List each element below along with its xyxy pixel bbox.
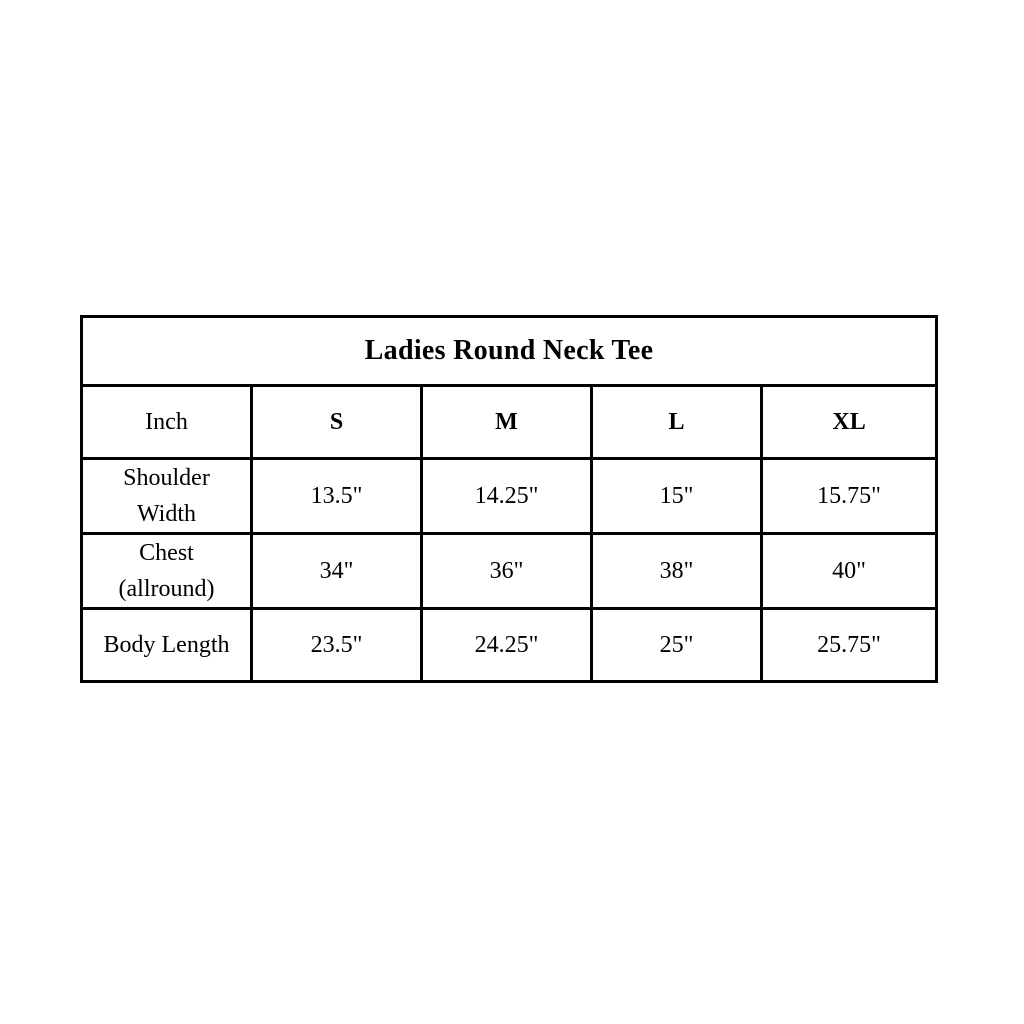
row-label-text: Chest (allround) [118,540,215,602]
row-label-text: Shoulder Width [123,465,210,527]
table-row-shoulder-width [82,459,937,534]
row-label [82,459,252,534]
table-cell: 24.25" [422,609,592,682]
table-cell: 13.5" [252,459,422,534]
table-cell: 34" [252,534,422,609]
row-label [82,534,252,609]
size-header-s: S [252,386,422,459]
table-cell: 15.75" [762,459,937,534]
size-header-l: L [592,386,762,459]
table-title: Ladies Round Neck Tee [82,317,937,386]
table-row-chest [82,534,937,609]
header-row [82,386,937,459]
table-row-body-length [82,609,937,682]
row-label-text: Body Length [103,632,230,658]
table-cell: 40" [762,534,937,609]
table-cell: 38" [592,534,762,609]
title-row [82,317,937,386]
unit-label: Inch [82,386,252,459]
row-label [82,609,252,682]
table-cell: 23.5" [252,609,422,682]
size-header-xl: XL [762,386,937,459]
table-cell: 36" [422,534,592,609]
size-chart-table [80,315,938,683]
table-cell: 15" [592,459,762,534]
size-header-m: M [422,386,592,459]
table-cell: 25.75" [762,609,937,682]
table-cell: 14.25" [422,459,592,534]
table-cell: 25" [592,609,762,682]
